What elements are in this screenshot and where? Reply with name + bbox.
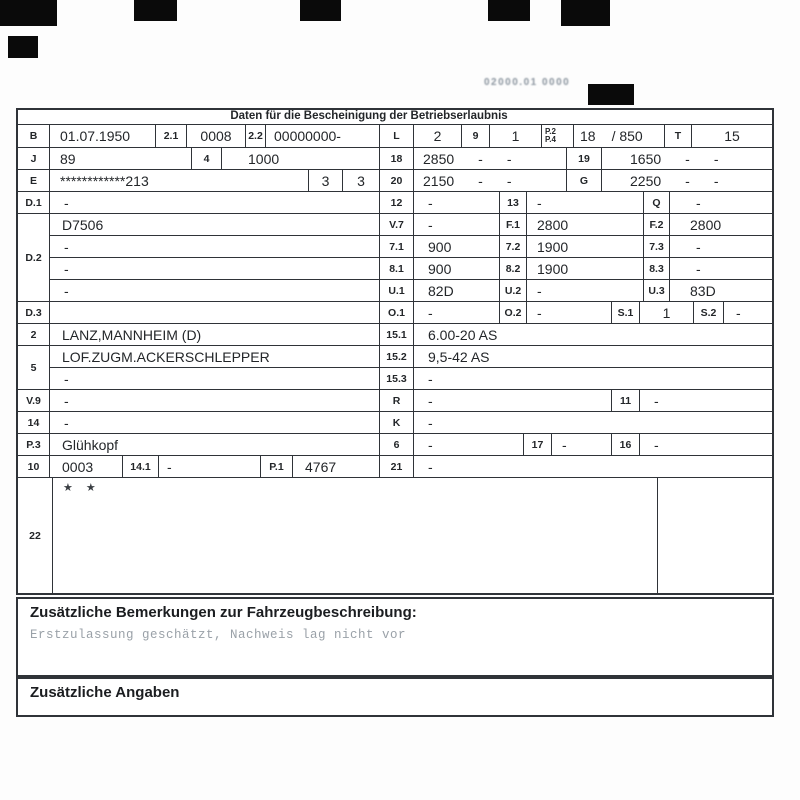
label-d3: D.3 <box>18 302 50 323</box>
value-r: - <box>414 390 612 411</box>
value-5b: - <box>50 368 380 389</box>
redaction-box <box>134 0 177 21</box>
label-p1: P.1 <box>261 456 293 477</box>
redaction-box <box>300 0 341 21</box>
value-u2: - <box>527 280 644 301</box>
value-10: 0003 <box>50 456 123 477</box>
label-u2: U.2 <box>500 280 527 301</box>
value-f1: 2800 <box>527 214 644 235</box>
row-u <box>50 280 772 301</box>
label-8-1: 8.1 <box>380 258 414 279</box>
value-11: - <box>654 392 659 409</box>
label-15-1: 15.1 <box>380 324 414 345</box>
dash: - <box>713 172 719 189</box>
value-22: ★ ★ <box>53 478 658 593</box>
label-e: E <box>18 170 50 191</box>
value-vehicle-type: LOF.ZUGM.ACKERSCHLEPPER <box>50 346 380 367</box>
label-r: R <box>380 390 414 411</box>
faint-stamp-code: 02000.01 0000 <box>484 77 571 88</box>
value-7-2: 1900 <box>527 236 644 257</box>
value-d2-type: D7506 <box>50 214 380 235</box>
value-18 <box>414 148 567 169</box>
additional-info-title: Zusätzliche Angaben <box>30 684 180 701</box>
value-19 <box>602 148 772 169</box>
label-7-1: 7.1 <box>380 236 414 257</box>
label-4: 4 <box>192 148 222 169</box>
dash: - <box>713 150 719 167</box>
row-v9 <box>18 390 772 412</box>
remarks-title: Zusätzliche Bemerkungen zur Fahrzeugbeschreibung: <box>30 604 417 621</box>
row-e <box>18 170 772 192</box>
value-7-1: 900 <box>414 236 500 257</box>
d2-subrows <box>50 214 772 301</box>
value-3a: 3 <box>309 170 343 191</box>
row-5b <box>50 368 772 389</box>
value-v7: - <box>414 214 500 235</box>
label-18: 18 <box>380 148 414 169</box>
label-14: 14 <box>18 412 50 433</box>
value-t: 15 <box>724 128 740 144</box>
value-2-1: 0008 <box>187 125 246 147</box>
value-u3: 83D <box>690 282 716 299</box>
value-g <box>602 170 772 191</box>
dash: - <box>478 172 483 189</box>
redaction-box <box>588 84 634 105</box>
value-engine-type: Glühkopf <box>50 434 380 455</box>
value-15-3: - <box>428 370 433 387</box>
label-u3: U.3 <box>644 280 670 301</box>
label-20: 20 <box>380 170 414 191</box>
value-8-2: 1900 <box>527 258 644 279</box>
label-7-3: 7.3 <box>644 236 670 257</box>
dash: - <box>478 150 483 167</box>
label-j: J <box>18 148 50 169</box>
value-3b: 3 <box>343 170 380 191</box>
label-p2: P.2 <box>545 127 556 136</box>
label-d2: D.2 <box>18 214 50 301</box>
label-f2: F.2 <box>644 214 670 235</box>
value-first-registration: 01.07.1950 <box>50 125 156 147</box>
label-o2: O.2 <box>500 302 527 323</box>
row-5-block <box>18 346 772 390</box>
value-17: - <box>552 434 612 455</box>
value-k: - <box>428 414 433 431</box>
value-2-2: 00000000- <box>266 125 380 147</box>
label-f1: F.1 <box>500 214 527 235</box>
value-9: 1 <box>490 125 542 147</box>
value-14-1: - <box>159 456 261 477</box>
row-5-subrows <box>50 346 772 389</box>
row-22 <box>18 478 772 593</box>
value-7-3: - <box>696 238 701 255</box>
label-u1: U.1 <box>380 280 414 301</box>
row-d1 <box>18 192 772 214</box>
value-12: - <box>414 192 500 213</box>
label-11: 11 <box>612 390 640 411</box>
row-5a <box>50 346 772 368</box>
value-u1: 82D <box>414 280 500 301</box>
redaction-box <box>8 36 38 58</box>
label-b: B <box>18 125 50 147</box>
value-p2: 18 <box>580 128 596 144</box>
label-10: 10 <box>18 456 50 477</box>
value-s1: 1 <box>640 302 694 323</box>
value-18-main: 2850 <box>423 150 455 167</box>
value-8-3: - <box>696 260 701 277</box>
row-8 <box>50 258 772 280</box>
table-title: Daten für die Bescheinigung der Betriebserlaubnis <box>18 110 772 125</box>
additional-info-box <box>16 677 774 717</box>
label-19: 19 <box>567 148 602 169</box>
label-v7: V.7 <box>380 214 414 235</box>
dash: - <box>685 150 690 167</box>
value-13: - <box>527 192 644 213</box>
label-7-2: 7.2 <box>500 236 527 257</box>
row-d3 <box>18 302 772 324</box>
value-p1: 4767 <box>293 456 380 477</box>
row-d2-block <box>18 214 772 302</box>
value-d2-c: - <box>50 258 380 279</box>
label-16: 16 <box>612 434 640 455</box>
value-p2-p4 <box>574 125 665 147</box>
value-g-main: 2250 <box>630 172 662 189</box>
value-d2-b: - <box>50 236 380 257</box>
value-15-1: 6.00-20 AS <box>428 326 498 343</box>
label-17: 17 <box>524 434 552 455</box>
label-q: Q <box>644 192 670 213</box>
value-d1: - <box>50 192 380 213</box>
label-o1: O.1 <box>380 302 414 323</box>
value-o2: - <box>527 302 612 323</box>
label-d1: D.1 <box>18 192 50 213</box>
value-vin: ************213 <box>50 170 309 191</box>
label-k: K <box>380 412 414 433</box>
value-s2: - <box>736 304 741 321</box>
label-2: 2 <box>18 324 50 345</box>
value-o1: - <box>414 302 500 323</box>
row-j <box>18 148 772 170</box>
value-20-main: 2150 <box>423 172 455 189</box>
label-8-2: 8.2 <box>500 258 527 279</box>
remarks-typewriter-text: Erstzulassung geschätzt, Nachweis lag nicht vor <box>30 628 407 642</box>
label-15-3: 15.3 <box>380 368 414 389</box>
label-8-3: 8.3 <box>644 258 670 279</box>
row-2 <box>18 324 772 346</box>
value-4: 1000 <box>222 148 380 169</box>
value-v9: - <box>50 390 380 411</box>
value-14: - <box>50 412 380 433</box>
value-15-2: 9,5-42 AS <box>428 348 490 365</box>
row-7 <box>50 236 772 258</box>
label-p3: P.3 <box>18 434 50 455</box>
label-22: 22 <box>18 478 53 593</box>
row-b <box>18 125 772 148</box>
dash: - <box>506 150 512 167</box>
label-15-2: 15.2 <box>380 346 414 367</box>
value-19-main: 1650 <box>630 150 662 167</box>
redaction-box <box>561 0 610 26</box>
dash: - <box>685 172 690 189</box>
row-10 <box>18 456 772 478</box>
label-p4: P.4 <box>545 135 556 144</box>
label-l: L <box>380 125 414 147</box>
redaction-box <box>488 0 530 21</box>
value-d2-d: - <box>50 280 380 301</box>
label-14-1: 14.1 <box>123 456 159 477</box>
value-q: - <box>696 194 701 211</box>
value-20 <box>414 170 567 191</box>
value-f2: 2800 <box>690 216 722 233</box>
label-g: G <box>567 170 602 191</box>
value-21: - <box>428 458 433 475</box>
label-9: 9 <box>462 125 490 147</box>
label-s1: S.1 <box>612 302 640 323</box>
vehicle-data-table <box>16 108 774 595</box>
value-j: 89 <box>50 148 192 169</box>
label-v9: V.9 <box>18 390 50 411</box>
label-2-2: 2.2 <box>246 125 266 147</box>
label-t: T <box>665 125 692 147</box>
value-16: - <box>654 436 659 453</box>
label-12: 12 <box>380 192 414 213</box>
row-p3 <box>18 434 772 456</box>
dash: - <box>506 172 512 189</box>
label-6: 6 <box>380 434 414 455</box>
row-d2-type <box>50 214 772 236</box>
value-d3 <box>50 302 380 323</box>
value-8-1: 900 <box>414 258 500 279</box>
label-2-1: 2.1 <box>156 125 187 147</box>
value-p4: / 850 <box>611 128 643 144</box>
remarks-box <box>16 597 774 677</box>
label-21: 21 <box>380 456 414 477</box>
label-5: 5 <box>18 346 50 389</box>
row-14 <box>18 412 772 434</box>
value-6: - <box>414 434 524 455</box>
value-manufacturer: LANZ,MANNHEIM (D) <box>50 324 380 345</box>
value-22-right <box>658 478 772 593</box>
label-s2: S.2 <box>694 302 724 323</box>
redaction-box <box>0 0 57 26</box>
label-13: 13 <box>500 192 527 213</box>
label-p2-p4 <box>542 125 574 147</box>
value-l: 2 <box>414 125 462 147</box>
